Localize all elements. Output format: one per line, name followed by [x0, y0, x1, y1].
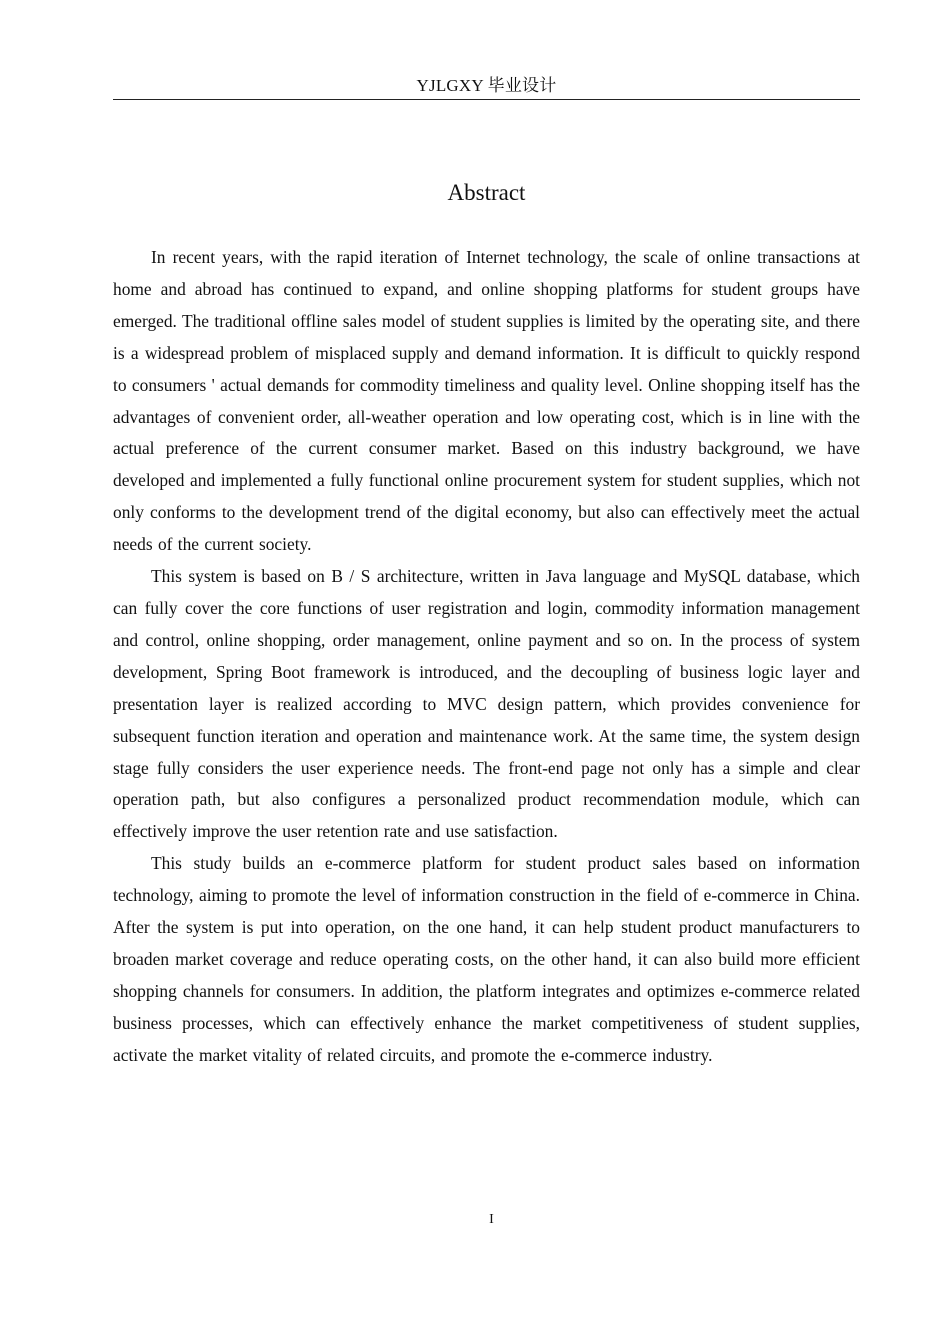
abstract-paragraph-3: This study builds an e-commerce platform for student product sales based on information technology, aiming to promote the level of information construction in the field of e-commerce in China. After the system is put into operation, on the one hand, it can help student product manufacturers to broaden market coverage and reduce operating costs, on the other hand, it can also build more efficient shopping channels for consumers. In addition, the platform integrates and optimizes e-commerce related business processes, which can effectively enhance the market competitiveness of student supplies, activate the market vitality of related circuits, and promote the e-commerce industry. — [113, 853, 860, 1065]
header-divider — [113, 99, 860, 100]
page-number: I — [489, 1212, 494, 1227]
abstract-paragraph-1: In recent years, with the rapid iteration of Internet technology, the scale of online transactions at home and abroad has continued to expand, and online shopping platforms for student groups have emerged. The traditional offline sales model of student supplies is limited by the operating site, and there is a widespread problem of misplaced supply and demand information. It is difficult to quickly respond to consumers ' actual demands for commodity timeliness and quality level. Online shopping itself has the advantages of convenient order, all-weather operation and low operating cost, which is in line with the actual preference of the current consumer market. Based on this industry background, we have developed and implemented a fully functional online procurement system for student supplies, which not only conforms to the development trend of the digital economy, but also can effectively meet the actual needs of the current society. — [113, 247, 860, 555]
abstract-title: Abstract — [447, 180, 526, 205]
abstract-paragraph-2: This system is based on B / S architecture, written in Java language and MySQL database, which can fully cover the core functions of user registration and login, commodity information management and control, online shopping, order management, online payment and so on. In the process of system development, Spring Boot framework is introduced, and the decoupling of business logic layer and presentation layer is realized according to MVC design pattern, which provides convenience for subsequent function iteration and operation and maintenance work. At the same time, the system design stage fully considers the user experience needs. The front-end page not only has a simple and clear operation path, but also configures a personalized product recommendation module, which can effectively improve the user retention rate and use satisfaction. — [113, 566, 860, 842]
abstract-body — [113, 242, 860, 1072]
running-header: YJLGXY 毕业设计 — [416, 76, 557, 95]
